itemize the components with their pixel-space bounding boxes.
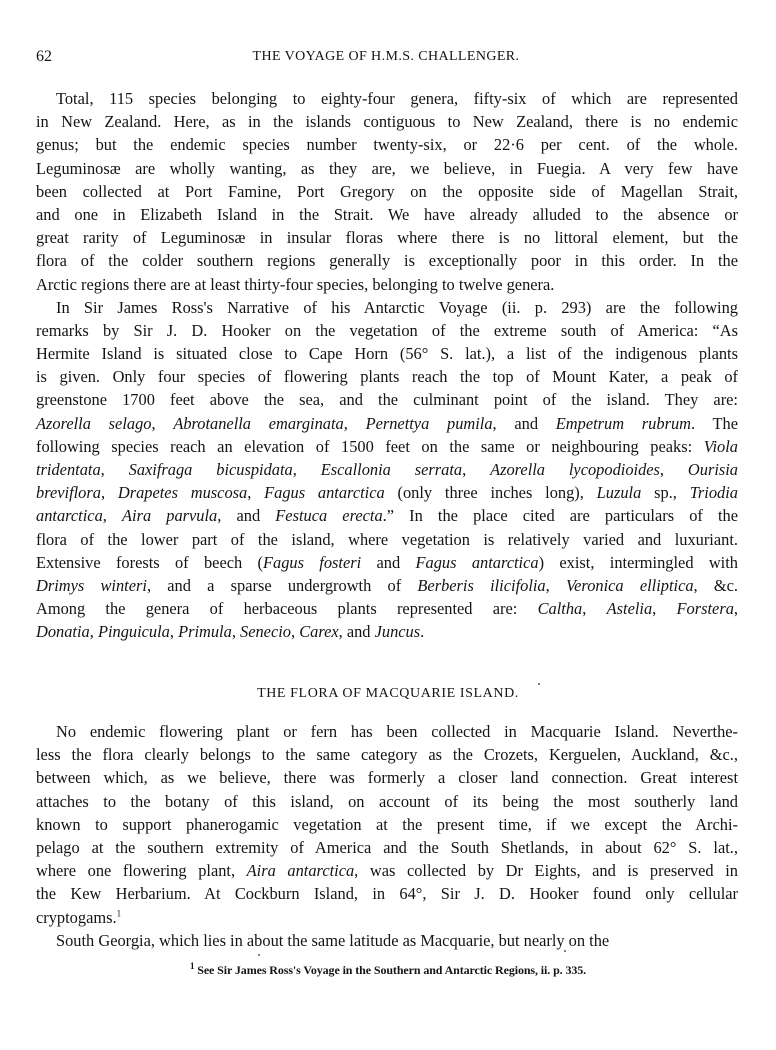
text-line: great rarity of Leguminosæ in insular floras where there is no littoral element, but the [36,228,738,248]
text-line: flora of the lower part of the island, where vegetation is relatively varied and luxuriant. [36,529,738,549]
species-name: Donatia [36,622,90,642]
species-name: Fagus antarctica [264,483,385,503]
text-line: South Georgia, which lies in about the same latitude as Macquarie, but nearly on the [56,930,610,950]
text-line: between which, as we believe, there was formerly a closer land connection. Great interest [36,768,738,788]
species-name: Fagus antarctica [415,552,539,572]
species-name: Carex [299,622,339,642]
scan-speck [258,954,260,956]
species-name: Luzula [596,483,642,503]
paragraph [36,87,738,296]
text-line: Drimys winteri, and a sparse undergrowth of Berberis ilicifolia, Veronica elliptica, &c. [36,575,738,595]
text-line: where one flowering plant, Aira antarctica, was collected by Dr Eights, and is preserved in [36,861,738,881]
species-name: Aira parvula [122,506,218,526]
species-name: Forstera [676,599,734,619]
species-name: antarctica [36,506,103,526]
species-name: Fagus fosteri [262,552,362,572]
species-name: Juncus [374,622,421,642]
scan-speck [538,683,540,685]
text-line: attaches to the botany of this island, on account of its being the most southerly land [36,791,738,811]
species-name: Caltha [537,599,583,619]
text-line: the Kew Herbarium. At Cockburn Island, in 64°, Sir J. D. Hooker found only cellular [36,884,738,904]
text-line: known to support phanerogamic vegetation at the present time, if we except the Archi- [36,814,738,834]
section-body-macquarie [36,720,738,952]
footnote [0,963,776,978]
text-line: remarks by Sir J. D. Hooker on the vegetation of the extreme south of America: “As [36,320,738,340]
species-name: Veronica elliptica [565,575,694,595]
footnote-text: See Sir James Ross's Voyage in the Southern and Antarctic Regions, ii. p. 335. [197,963,587,977]
text-line: antarctica, Aira parvula, and Festuca erecta.” In the place cited are particulars of the [36,506,739,526]
text-line: is given. Only four species of flowering plants reach the top of Mount Kater, a peak of [36,367,738,387]
text-line: Among the genera of herbaceous plants represented are: Caltha, Astelia, Forstera, [36,599,739,619]
species-name: Azorella lycopodioides [490,460,660,479]
text-line: cryptogams.$^1$ [36,907,122,927]
scan-speck [564,950,566,952]
text-line: Total, 115 species belonging to eighty-four genera, fifty-six of which are represented [56,89,738,108]
species-name: Drimys winteri [36,575,147,595]
paragraph [36,929,738,952]
text-line: tridentata, Saxifraga bicuspidata, Escallonia serrata, Azorella lycopodioides, Ourisia [36,460,738,479]
text-line: in New Zealand. Here, as in the islands contiguous to New Zealand, there is no endemic [36,112,738,132]
species-name: Astelia [606,599,653,619]
species-name: tridentata [36,460,101,479]
paragraph [36,720,738,929]
species-name: Azorella selago [36,413,152,433]
species-name: Berberis ilicifolia [417,575,546,595]
section-title: THE FLORA OF MACQUARIE ISLAND. [257,686,519,701]
text-line: No endemic flowering plant or fern has been collected in Macquarie Island. Neverthe- [56,722,738,741]
species-name: Pernettya pumila [365,413,493,433]
text-line: been collected at Port Famine, Port Gregory on the opposite side of Magellan Strait, [36,181,738,201]
text-line: Azorella selago, Abrotanella emarginata, Pernettya pumila, and Empetrum rubrum. The [36,413,739,433]
species-name: breviflora [36,483,101,503]
text-line: genus; but the endemic species number twenty-six, or 22·6 per cent. of the whole. [36,135,738,155]
species-name: Pinguicula [97,622,170,642]
species-name: Viola [703,436,738,456]
text-line: greenstone 1700 feet above the sea, and the culminant point of the island. They are: [36,390,738,410]
section-body-fuegia [36,87,738,644]
species-name: Primula [178,622,232,642]
text-line: In Sir James Ross's Narrative of his Antarctic Voyage (ii. p. 293) are the following [56,297,738,317]
text-line: Donatia, Pinguicula, Primula, Senecio, Carex, and Juncus. [36,622,425,642]
text-line: Extensive forests of beech (Fagus fosteri and Fagus antarctica) exist, intermingled with [36,552,738,572]
paragraph [36,296,738,644]
text-line: Leguminosæ are wholly wanting, as they are, we believe, in Fuegia. A very few have [36,158,738,178]
species-name: Abrotanella emarginata [173,413,344,433]
species-name: Ourisia [687,460,738,479]
text-line: and one in Elizabeth Island in the Strait. We have already alluded to the absence or [36,204,738,224]
species-name: Empetrum rubrum [555,413,691,433]
species-name: Saxifraga bicuspidata [128,460,293,479]
species-name: Festuca erecta [275,506,383,526]
species-name: Drapetes muscosa [117,483,248,503]
text-line: Arctic regions there are at least thirty-four species, belonging to twelve genera. [36,274,555,294]
text-line: flora of the colder southern regions generally is exceptionally poor in this order. In the [36,251,738,271]
species-name: Senecio [240,622,291,642]
text-line: breviflora, Drapetes muscosa, Fagus antarctica (only three inches long), Luzula sp., Triodia [36,483,738,503]
species-name: Escallonia serrata [320,460,463,479]
page-header [36,48,736,72]
text-line: less the flora clearly belongs to the same category as the Crozets, Kerguelen, Auckland, &c., [36,745,738,765]
text-line: Hermite Island is situated close to Cape Horn (56° S. lat.), a list of the indigenous plants [36,344,738,364]
text-line: following species reach an elevation of 1500 feet on the same or neighbouring peaks: Viola [36,436,738,456]
footnote-reference[interactable]: 1 [116,908,122,919]
species-name: Aira antarctica [246,861,355,881]
species-name: Triodia [689,483,738,503]
running-head: THE VOYAGE OF H.M.S. CHALLENGER. [252,49,520,64]
footnote-marker: 1 [189,961,195,971]
text-line: pelago at the southern extremity of America and the South Shetlands, in about 62° S. lat., [36,837,738,857]
page-number: 62 [36,48,52,65]
